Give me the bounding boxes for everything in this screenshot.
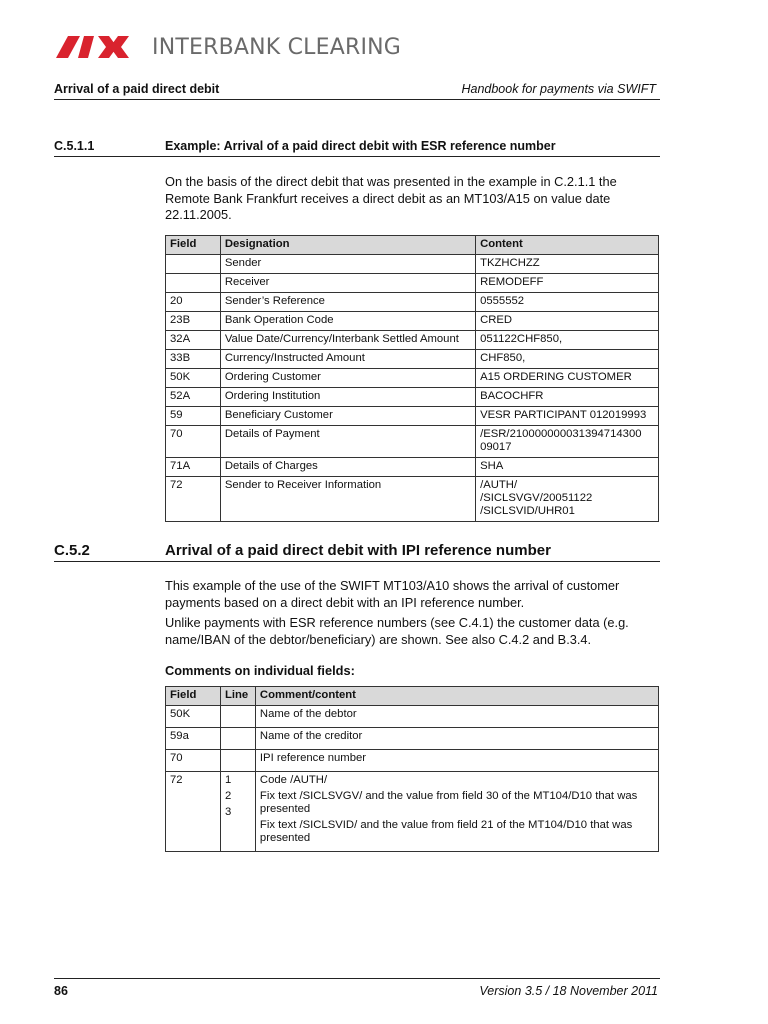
field-cell: 20 [166,293,221,312]
content-cell [476,477,659,522]
content-line: REMODEFF [480,276,544,288]
field-cell: 23B [166,312,221,331]
content-cell [476,293,659,312]
section-rule [54,156,660,157]
paragraph-1: This example of the use of the SWIFT MT103/A10 shows the arrival of customer payments based on a direct debit with an IPI reference number. [165,578,620,610]
line-cell [220,772,255,852]
designation-cell: Ordering Customer [220,369,475,388]
comment-cell [255,772,658,852]
table-row [166,331,659,350]
field-cell: 59 [166,407,221,426]
table-row [166,458,659,477]
line-number: 2 [224,790,232,802]
content-line: CHF850, [480,352,526,364]
six-logo-mark [54,34,146,60]
comment-line: Name of the debtor [259,708,357,720]
content-line: 0555552 [480,295,525,307]
comment-line: Name of the creditor [259,730,363,742]
field-cell: 72 [166,477,221,522]
content-line: /SICLSVID/UHR01 [480,505,575,517]
comment-line: Fix text /SICLSVGV/ and the value from field 30 of the MT104/D10 that was presented [259,790,638,815]
column-header: Field [166,687,221,706]
column-header: Comment/content [255,687,658,706]
designation-cell: Sender’s Reference [220,293,475,312]
comment-cell [255,750,658,772]
designation-cell: Bank Operation Code [220,312,475,331]
mt103-example-table [165,235,659,522]
designation-cell: Currency/Instructed Amount [220,350,475,369]
field-cell: 72 [166,772,221,852]
table-row [166,728,659,750]
version-text: Version 3.5 / 18 November 2011 [479,984,658,998]
table-row [166,407,659,426]
section-number: C.5.1.1 [54,139,95,153]
comment-cell [255,706,658,728]
field-cell: 32A [166,331,221,350]
table-row [166,426,659,458]
content-line: 051122CHF850, [480,333,563,345]
paragraph-2: Unlike payments with ESR reference numbers (see C.4.1) the customer data (e.g. name/IBAN of the debtor/beneficiary) are shown. See also C.4.2 and B.3.4. [165,615,629,647]
field-cell: 52A [166,388,221,407]
content-line: /ESR/210000000031394714300 [480,428,642,440]
comment-line: IPI reference number [259,752,367,764]
six-logo [54,30,401,64]
paragraph-text: On the basis of the direct debit that was presented in the example in C.2.1.1 the Remote Bank Frankfurt receives a direct debit as an MT103/A15 on value date 22.11.2005. [165,174,617,222]
section-number-2: C.5.2 [54,542,90,559]
table-row [166,388,659,407]
field-cell: 70 [166,426,221,458]
content-line: BACOCHFR [480,390,544,402]
designation-cell: Ordering Institution [220,388,475,407]
table-row [166,772,659,852]
designation-cell: Sender to Receiver Information [220,477,475,522]
content-line: 09017 [480,441,512,453]
logo-text: INTERBANK CLEARING [152,34,402,60]
table-row [166,750,659,772]
table-row [166,274,659,293]
content-cell [476,331,659,350]
section-title-2: Arrival of a paid direct debit with IPI reference number [165,542,551,559]
designation-cell: Value Date/Currency/Interbank Settled Amount [220,331,475,350]
table-row [166,477,659,522]
field-cell [166,255,221,274]
content-line: CRED [480,314,513,326]
content-cell [476,369,659,388]
section2-paragraphs [165,578,655,652]
table-row [166,350,659,369]
designation-cell: Details of Payment [220,426,475,458]
table-row [166,312,659,331]
column-header: Field [166,236,221,255]
line-number: 1 [224,774,232,786]
content-cell [476,255,659,274]
line-cell [220,750,255,772]
field-cell: 59a [166,728,221,750]
field-cell: 50K [166,369,221,388]
comment-line: Code /AUTH/ [259,774,328,786]
content-line: SHA [480,460,504,472]
field-cell: 70 [166,750,221,772]
column-header: Content [476,236,659,255]
designation-cell: Receiver [220,274,475,293]
content-line: VESR PARTICIPANT 012019993 [480,409,647,421]
comment-line: Fix text /SICLSVID/ and the value from field 21 of the MT104/D10 that was presented [259,819,633,844]
line-number: 3 [224,806,232,818]
section-title: Example: Arrival of a paid direct debit with ESR reference number [165,139,556,153]
column-header: Line [220,687,255,706]
content-cell [476,312,659,331]
header-rule [54,99,660,100]
table-row [166,293,659,312]
content-cell [476,407,659,426]
footer-rule [54,978,660,979]
field-cell: 33B [166,350,221,369]
content-line: TKZHCHZZ [480,257,540,269]
running-header-left: Arrival of a paid direct debit [54,82,220,96]
content-line: /SICLSVGV/20051122 [480,492,593,504]
comments-heading: Comments on individual fields: [165,663,355,678]
designation-cell: Beneficiary Customer [220,407,475,426]
section-paragraph [165,174,655,228]
content-cell [476,350,659,369]
table-row [166,369,659,388]
designation-cell: Details of Charges [220,458,475,477]
field-comments-table [165,686,659,852]
field-cell: 50K [166,706,221,728]
page-number: 86 [54,984,68,998]
field-cell [166,274,221,293]
section-rule-2 [54,561,660,562]
line-cell [220,706,255,728]
table-row [166,255,659,274]
table-row [166,706,659,728]
running-header-right: Handbook for payments via SWIFT [461,82,656,96]
content-line: /AUTH/ [480,479,518,491]
column-header: Designation [220,236,475,255]
content-cell [476,426,659,458]
designation-cell: Sender [220,255,475,274]
content-cell [476,388,659,407]
line-cell [220,728,255,750]
content-line: A15 ORDERING CUSTOMER [480,371,632,383]
comment-cell [255,728,658,750]
content-cell [476,274,659,293]
content-cell [476,458,659,477]
field-cell: 71A [166,458,221,477]
